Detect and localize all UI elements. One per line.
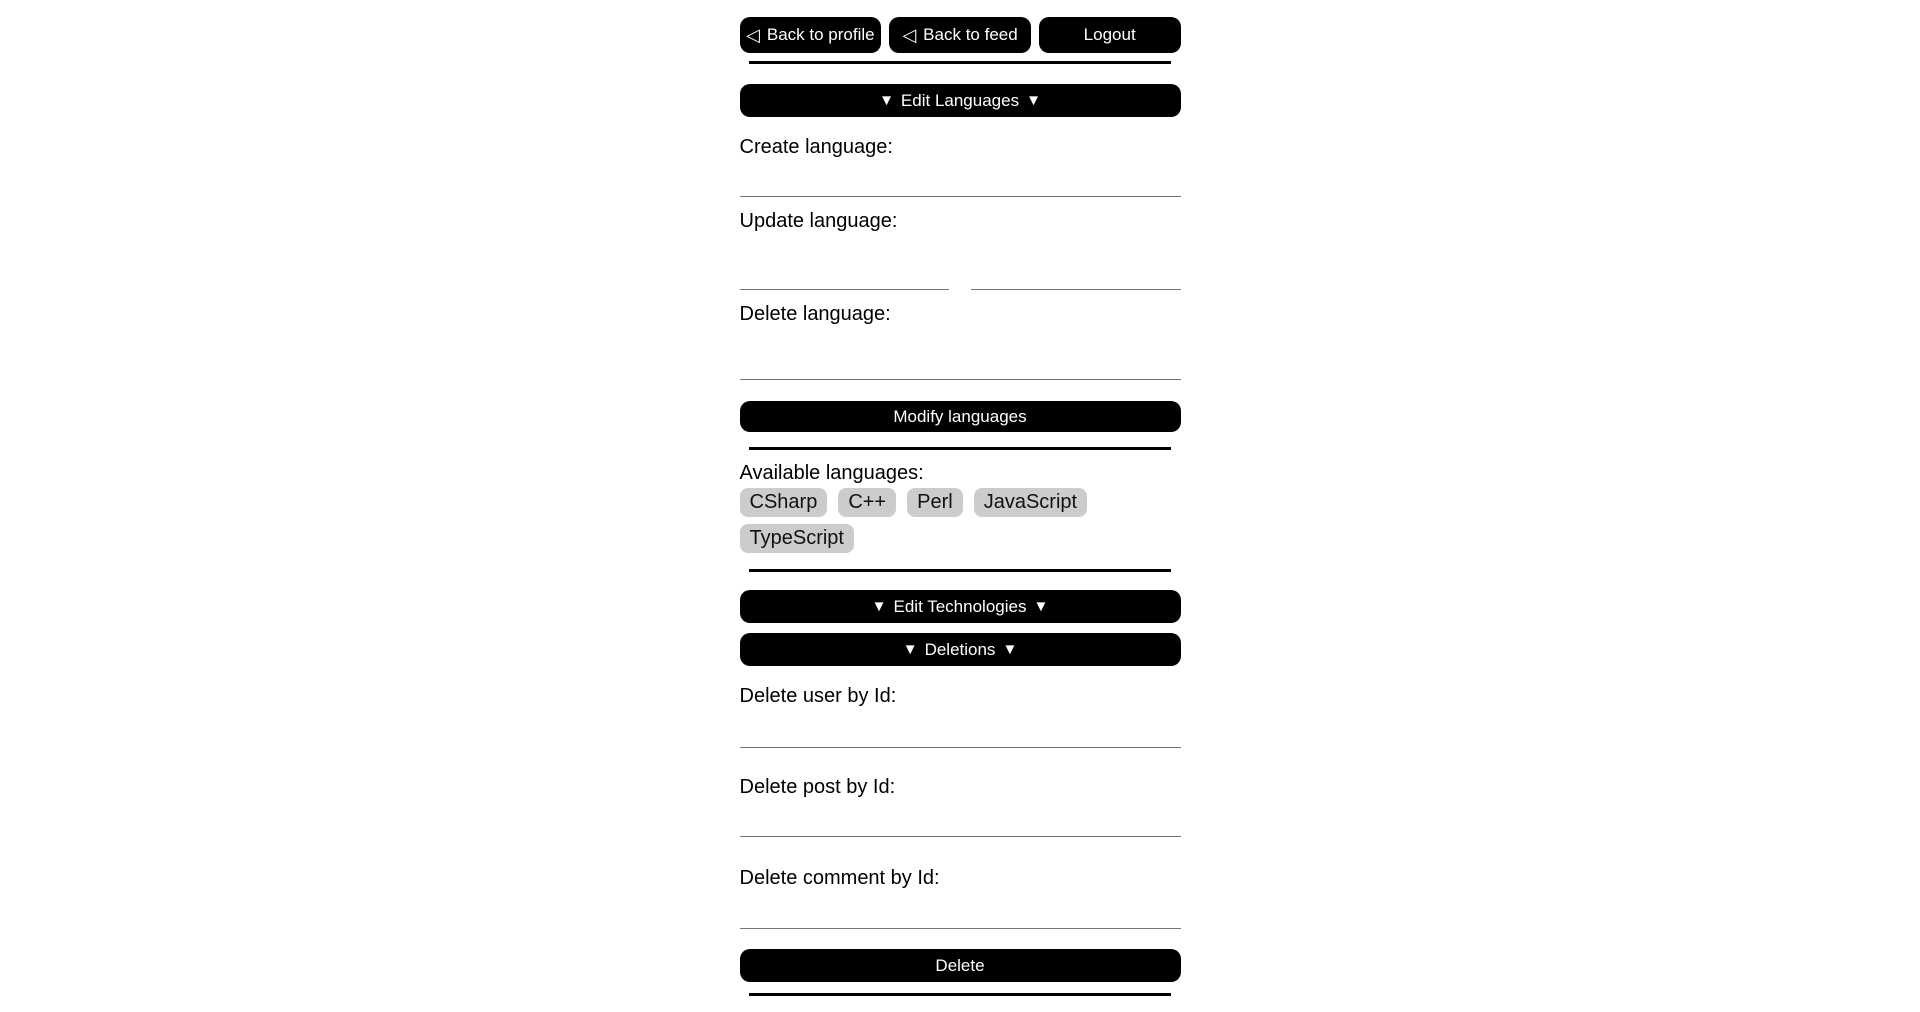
update-language-row bbox=[740, 253, 1181, 290]
deletions-toggle-label: Deletions bbox=[924, 639, 996, 659]
caret-down-icon: ▼ bbox=[879, 92, 894, 109]
edit-languages-toggle-label: Edit Languages bbox=[900, 90, 1020, 110]
delete-post-input[interactable] bbox=[740, 800, 1181, 837]
delete-user-input[interactable] bbox=[740, 711, 1181, 748]
caret-down-icon: ▼ bbox=[902, 641, 918, 658]
logout-label: Logout bbox=[1083, 25, 1136, 44]
top-navigation bbox=[740, 17, 1181, 53]
edit-technologies-toggle-label: Edit Technologies bbox=[893, 596, 1027, 616]
section-divider bbox=[749, 61, 1171, 64]
logout-button[interactable] bbox=[1039, 17, 1181, 53]
back-to-feed-label: Back to feed bbox=[923, 25, 1018, 44]
section-divider bbox=[749, 993, 1171, 996]
available-languages-list bbox=[740, 488, 1181, 553]
caret-down-icon: ▼ bbox=[1033, 598, 1049, 615]
edit-technologies-toggle[interactable] bbox=[740, 590, 1181, 623]
delete-language-label: Delete language: bbox=[739, 303, 891, 325]
admin-panel bbox=[740, 0, 1181, 996]
delete-button[interactable] bbox=[740, 949, 1181, 982]
section-divider bbox=[749, 447, 1171, 450]
create-language-label: Create language: bbox=[739, 136, 893, 158]
modify-languages-label: Modify languages bbox=[893, 406, 1027, 426]
caret-down-icon: ▼ bbox=[1026, 92, 1041, 109]
language-tag[interactable]: CSharp bbox=[740, 488, 828, 517]
deletions-toggle[interactable] bbox=[740, 633, 1181, 666]
language-tag[interactable]: JavaScript bbox=[974, 488, 1087, 517]
update-language-new-input[interactable] bbox=[971, 253, 1181, 290]
update-language-old-input[interactable] bbox=[740, 253, 950, 290]
back-icon: ◁ bbox=[902, 25, 917, 45]
section-divider bbox=[749, 569, 1171, 572]
update-language-label: Update language: bbox=[739, 210, 898, 232]
modify-languages-button[interactable] bbox=[740, 401, 1181, 432]
caret-down-icon: ▼ bbox=[1002, 641, 1018, 658]
caret-down-icon: ▼ bbox=[871, 598, 887, 615]
delete-language-input[interactable] bbox=[740, 343, 1181, 380]
language-tag[interactable]: C++ bbox=[838, 488, 896, 517]
language-tag[interactable]: Perl bbox=[907, 488, 963, 517]
back-to-profile-button[interactable] bbox=[740, 17, 882, 53]
back-icon: ◁ bbox=[746, 25, 760, 45]
language-tag[interactable]: TypeScript bbox=[740, 524, 854, 553]
back-to-feed-button[interactable] bbox=[889, 17, 1031, 53]
available-languages-label: Available languages: bbox=[739, 462, 924, 484]
delete-post-label: Delete post by Id: bbox=[739, 776, 896, 798]
delete-comment-label: Delete comment by Id: bbox=[739, 867, 940, 889]
delete-comment-input[interactable] bbox=[740, 892, 1181, 929]
delete-user-label: Delete user by Id: bbox=[739, 685, 897, 707]
delete-button-label: Delete bbox=[935, 955, 985, 975]
edit-languages-toggle[interactable] bbox=[740, 84, 1181, 117]
create-language-input[interactable] bbox=[740, 161, 1181, 197]
back-to-profile-label: Back to profile bbox=[766, 25, 875, 44]
